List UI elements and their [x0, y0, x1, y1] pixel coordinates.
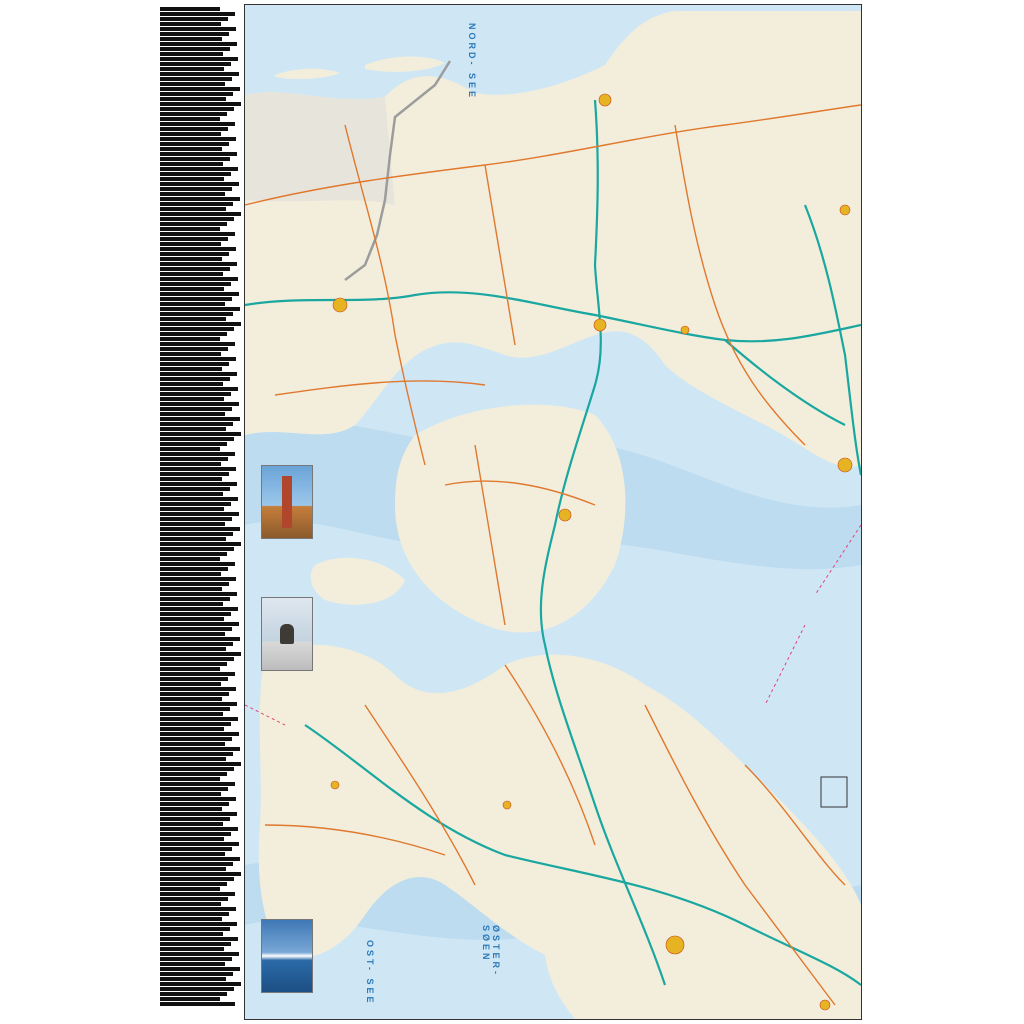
index-entry-line	[160, 527, 240, 531]
index-entry-line	[160, 972, 233, 976]
index-entry-line	[160, 627, 232, 631]
index-entry-line	[160, 262, 237, 266]
index-entry-line	[160, 432, 241, 436]
index-entry-line	[160, 862, 233, 866]
index-entry-line	[160, 562, 235, 566]
index-entry-line	[160, 447, 220, 451]
index-entry-line	[160, 227, 220, 231]
index-entry-line	[160, 357, 236, 361]
index-entry-line	[160, 917, 222, 921]
index-entry-line	[160, 477, 222, 481]
index-entry-line	[160, 507, 224, 511]
index-entry-line	[160, 17, 228, 21]
index-entry-line	[160, 32, 229, 36]
index-entry-line	[160, 867, 226, 871]
index-entry-line	[160, 907, 236, 911]
index-entry-line	[160, 947, 224, 951]
index-entry-line	[160, 532, 233, 536]
index-entry-line	[160, 782, 235, 786]
index-entry-line	[160, 97, 226, 101]
index-entry-line	[160, 637, 240, 641]
index-entry-line	[160, 62, 231, 66]
index-entry-line	[160, 847, 232, 851]
index-entry-line	[160, 622, 239, 626]
index-entry-line	[160, 347, 228, 351]
index-entry-line	[160, 822, 223, 826]
index-entry-line	[160, 282, 231, 286]
index-entry-line	[160, 412, 225, 416]
index-entry-line	[160, 467, 236, 471]
index-entry-line	[160, 162, 223, 166]
index-entry-line	[160, 462, 221, 466]
index-entry-line	[160, 187, 232, 191]
index-entry-line	[160, 87, 240, 91]
index-entry-line	[160, 787, 228, 791]
index-entry-line	[160, 602, 223, 606]
index-entry-line	[160, 212, 241, 216]
index-entry-line	[160, 12, 235, 16]
index-entry-line	[160, 897, 228, 901]
index-entry-line	[160, 27, 236, 31]
index-entry-line	[160, 697, 222, 701]
index-entry-line	[160, 752, 233, 756]
index-entry-line	[160, 902, 221, 906]
index-entry-line	[160, 677, 228, 681]
index-entry-line	[160, 242, 221, 246]
index-entry-line	[160, 842, 239, 846]
index-entry-line	[160, 952, 239, 956]
index-entry-line	[160, 722, 231, 726]
index-entry-line	[160, 957, 232, 961]
index-entry-line	[160, 317, 226, 321]
index-entry-line	[160, 222, 227, 226]
index-entry-line	[160, 387, 238, 391]
index-entry-line	[160, 417, 240, 421]
index-entry-line	[160, 202, 233, 206]
index-entry-line	[160, 127, 228, 131]
index-entry-line	[160, 597, 230, 601]
index-entry-line	[160, 757, 226, 761]
statue-shape	[280, 624, 294, 644]
index-entry-line	[160, 82, 225, 86]
index-entry-line	[160, 67, 224, 71]
index-entry-line	[160, 587, 222, 591]
road-map[interactable]	[244, 4, 862, 1020]
index-entry-line	[160, 122, 235, 126]
index-entry-line	[160, 422, 233, 426]
index-entry-line	[160, 452, 235, 456]
index-entry-line	[160, 807, 222, 811]
sea-label-ostersoen: ØSTER- SØEN	[481, 925, 501, 978]
index-entry-line	[160, 312, 233, 316]
index-entry-line	[160, 382, 223, 386]
index-entry-line	[160, 457, 228, 461]
index-entry-line	[160, 547, 234, 551]
index-entry-line	[160, 392, 231, 396]
index-entry-line	[160, 77, 232, 81]
index-entry-line	[160, 617, 224, 621]
index-entry-line	[160, 37, 222, 41]
index-entry-line	[160, 147, 222, 151]
index-entry-line	[160, 777, 220, 781]
index-entry-line	[160, 182, 239, 186]
index-entry-line	[160, 812, 237, 816]
index-entry-line	[160, 727, 224, 731]
lighthouse-tower-photo[interactable]	[261, 465, 313, 539]
index-entry-line	[160, 177, 224, 181]
index-entry-line	[160, 307, 240, 311]
map-canvas[interactable]	[245, 5, 861, 1019]
index-entry-line	[160, 792, 221, 796]
index-entry-line	[160, 922, 237, 926]
statue-on-rock-photo[interactable]	[261, 597, 313, 671]
index-entry-line	[160, 332, 227, 336]
index-entry-line	[160, 372, 237, 376]
lowland-area	[245, 92, 395, 205]
index-entry-line	[160, 407, 232, 411]
index-entry-line	[160, 997, 220, 1001]
index-entry-line	[160, 437, 234, 441]
place-name-index	[160, 6, 242, 1018]
index-entry-line	[160, 342, 235, 346]
index-entry-line	[160, 707, 230, 711]
index-entry-line	[160, 667, 220, 671]
index-entry-line	[160, 817, 230, 821]
index-entry-line	[160, 402, 239, 406]
index-entry-line	[160, 747, 240, 751]
index-entry-line	[160, 887, 220, 891]
index-entry-line	[160, 737, 232, 741]
index-entry-line	[160, 522, 225, 526]
index-entry-line	[160, 397, 224, 401]
tower-shape	[282, 476, 292, 528]
index-entry-line	[160, 892, 235, 896]
index-entry-line	[160, 367, 222, 371]
coastline-photo[interactable]	[261, 919, 313, 993]
index-entry-line	[160, 107, 234, 111]
index-entry-line	[160, 112, 227, 116]
index-entry-line	[160, 72, 239, 76]
index-entry-line	[160, 967, 240, 971]
index-entry-line	[160, 322, 241, 326]
index-entry-line	[160, 927, 230, 931]
index-entry-line	[160, 577, 236, 581]
index-entry-line	[160, 992, 227, 996]
index-entry-line	[160, 607, 238, 611]
index-entry-line	[160, 517, 232, 521]
index-entry-line	[160, 912, 229, 916]
index-entry-line	[160, 502, 231, 506]
index-entry-line	[160, 932, 223, 936]
index-entry-line	[160, 977, 226, 981]
index-entry-line	[160, 857, 240, 861]
index-entry-line	[160, 672, 235, 676]
index-entry-line	[160, 657, 234, 661]
index-entry-line	[160, 207, 226, 211]
index-entry-line	[160, 512, 239, 516]
index-entry-line	[160, 552, 227, 556]
index-entry-line	[160, 442, 227, 446]
index-entry-line	[160, 632, 225, 636]
index-entry-line	[160, 47, 230, 51]
index-entry-line	[160, 252, 229, 256]
index-entry-line	[160, 542, 241, 546]
index-entry-line	[160, 117, 220, 121]
index-entry-line	[160, 662, 227, 666]
index-entry-line	[160, 712, 223, 716]
index-entry-line	[160, 277, 238, 281]
index-entry-line	[160, 802, 229, 806]
index-entry-line	[160, 772, 227, 776]
index-entry-line	[160, 292, 239, 296]
index-entry-line	[160, 132, 221, 136]
index-entry-line	[160, 267, 230, 271]
index-entry-line	[160, 692, 229, 696]
index-entry-line	[160, 172, 231, 176]
index-entry-line	[160, 567, 228, 571]
index-entry-line	[160, 232, 235, 236]
index-entry-line	[160, 427, 226, 431]
index-entry-line	[160, 572, 221, 576]
index-entry-line	[160, 767, 234, 771]
index-entry-line	[160, 872, 241, 876]
index-entry-line	[160, 497, 238, 501]
index-entry-line	[160, 882, 227, 886]
index-entry-line	[160, 472, 229, 476]
index-entry-line	[160, 297, 232, 301]
index-entry-line	[160, 487, 230, 491]
index-entry-line	[160, 832, 231, 836]
index-entry-line	[160, 582, 229, 586]
index-entry-line	[160, 287, 224, 291]
index-entry-line	[160, 167, 238, 171]
index-entry-line	[160, 492, 223, 496]
index-entry-line	[160, 157, 230, 161]
index-entry-line	[160, 937, 238, 941]
index-entry-line	[160, 647, 226, 651]
index-entry-line	[160, 152, 237, 156]
index-entry-line	[160, 702, 237, 706]
index-entry-line	[160, 302, 225, 306]
index-entry-line	[160, 642, 233, 646]
index-entry-line	[160, 22, 221, 26]
index-entry-line	[160, 797, 236, 801]
index-entry-line	[160, 377, 230, 381]
index-entry-line	[160, 92, 233, 96]
index-entry-line	[160, 272, 223, 276]
index-entry-line	[160, 982, 241, 986]
index-entry-line	[160, 142, 229, 146]
index-entry-line	[160, 592, 237, 596]
index-entry-line	[160, 612, 231, 616]
index-entry-line	[160, 7, 220, 11]
index-entry-line	[160, 827, 238, 831]
index-entry-line	[160, 732, 239, 736]
index-entry-line	[160, 962, 225, 966]
index-entry-line	[160, 327, 234, 331]
index-entry-line	[160, 852, 225, 856]
index-entry-line	[160, 942, 231, 946]
index-entry-line	[160, 682, 221, 686]
index-entry-line	[160, 137, 236, 141]
index-entry-line	[160, 537, 226, 541]
index-entry-line	[160, 557, 220, 561]
index-entry-line	[160, 877, 234, 881]
index-entry-line	[160, 42, 237, 46]
index-entry-line	[160, 217, 234, 221]
index-entry-line	[160, 247, 236, 251]
index-entry-line	[160, 837, 224, 841]
index-entry-line	[160, 652, 241, 656]
index-entry-line	[160, 987, 234, 991]
index-entry-line	[160, 717, 238, 721]
index-entry-line	[160, 197, 240, 201]
sea-label-ostsee: OST- SEE	[365, 940, 375, 1006]
index-entry-line	[160, 237, 228, 241]
sea-label-nordsee: NORD- SEE	[467, 23, 477, 101]
index-entry-line	[160, 687, 236, 691]
index-entry-line	[160, 102, 241, 106]
index-entry-line	[160, 1002, 235, 1006]
index-entry-line	[160, 762, 241, 766]
index-entry-line	[160, 57, 238, 61]
index-entry-line	[160, 257, 222, 261]
index-entry-line	[160, 52, 223, 56]
index-entry-line	[160, 482, 237, 486]
index-entry-line	[160, 192, 225, 196]
index-entry-line	[160, 337, 220, 341]
index-entry-line	[160, 362, 229, 366]
index-entry-line	[160, 742, 225, 746]
index-entry-line	[160, 352, 221, 356]
